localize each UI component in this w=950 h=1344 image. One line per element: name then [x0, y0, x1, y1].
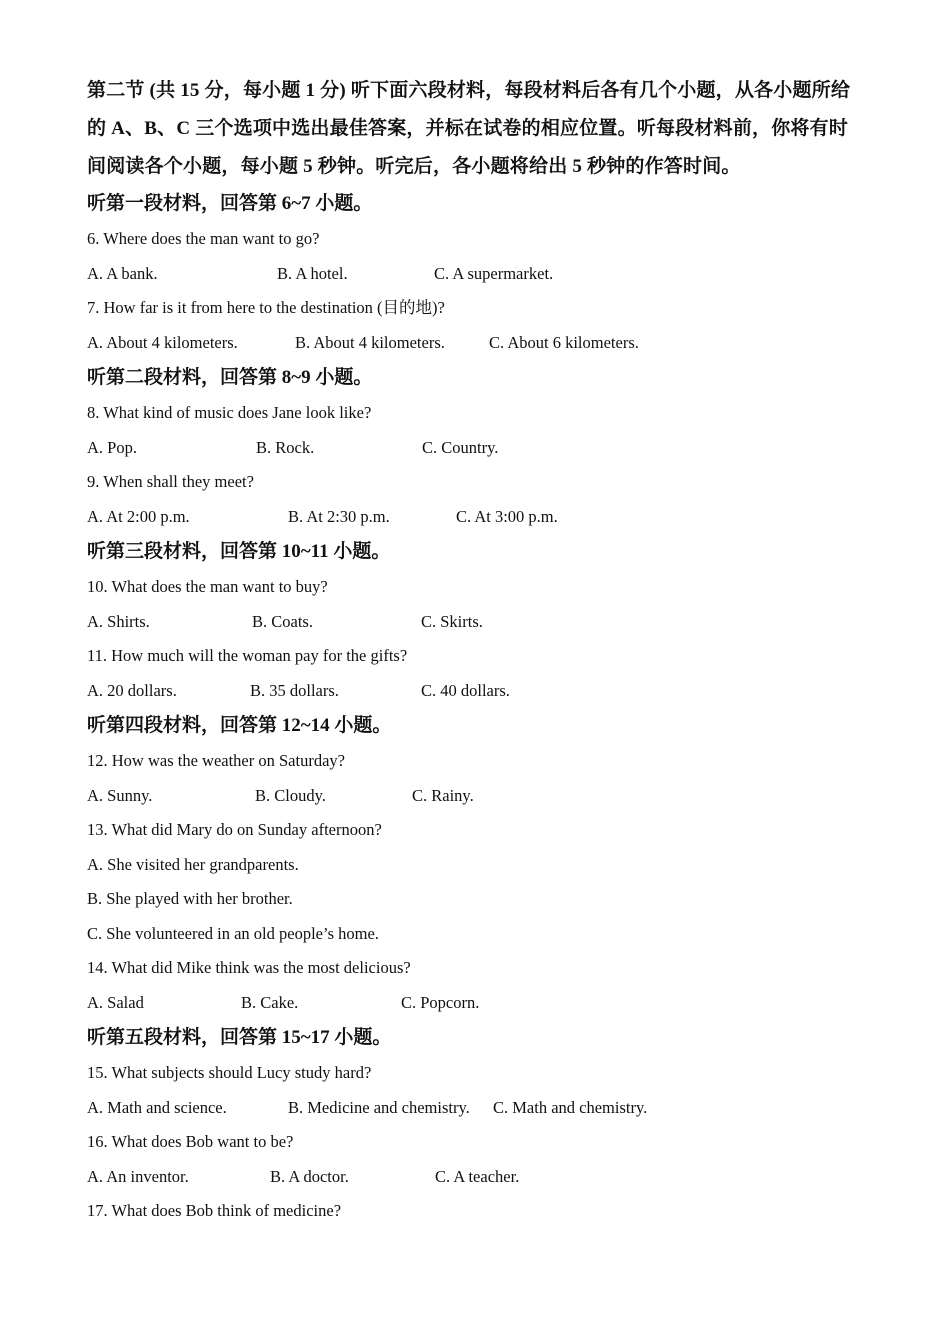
- option-a: A. An inventor.: [87, 1166, 189, 1186]
- option-a: A. About 4 kilometers.: [87, 332, 238, 352]
- options-6: [87, 257, 867, 292]
- option-c: C. 40 dollars.: [421, 680, 510, 700]
- section-heading-3: 听第三段材料，回答第 10~11 小题。: [87, 541, 391, 562]
- options-8: [87, 431, 867, 466]
- option-c: C. Rainy.: [412, 785, 474, 805]
- options-7: [87, 326, 867, 361]
- option-a: A. Sunny.: [87, 785, 153, 805]
- question-17: 17. What does Bob think of medicine?: [87, 1201, 342, 1220]
- options-15: [87, 1091, 867, 1126]
- option-line-c: C. She volunteered in an old people’s home.: [87, 923, 379, 943]
- options-10: [87, 605, 867, 640]
- question-16: 16. What does Bob want to be?: [87, 1132, 294, 1151]
- option-c: C. About 6 kilometers.: [489, 332, 639, 352]
- option-b: B. About 4 kilometers.: [295, 332, 445, 352]
- option-a: A. 20 dollars.: [87, 680, 177, 700]
- question-11: 11. How much will the woman pay for the gifts?: [87, 646, 408, 665]
- option-a: A. Shirts.: [87, 611, 150, 631]
- question-12: 12. How was the weather on Saturday?: [87, 751, 345, 770]
- option-b: B. Cake.: [241, 992, 299, 1012]
- option-c: C. At 3:00 p.m.: [456, 506, 558, 526]
- option-a: A. Pop.: [87, 437, 137, 457]
- section-heading-2: 听第二段材料，回答第 8~9 小题。: [87, 367, 373, 388]
- question-15: 15. What subjects should Lucy study hard?: [87, 1063, 372, 1082]
- option-a: A. Salad: [87, 992, 144, 1012]
- option-c: C. Country.: [422, 437, 499, 457]
- option-b: B. A doctor.: [270, 1166, 349, 1186]
- option-b: B. Coats.: [252, 611, 313, 631]
- question-14: 14. What did Mike think was the most delicious?: [87, 958, 411, 977]
- question-13: 13. What did Mary do on Sunday afternoon?: [87, 820, 382, 839]
- question-8: 8. What kind of music does Jane look like?: [87, 403, 372, 422]
- option-c: C. Math and chemistry.: [493, 1097, 648, 1117]
- section-heading-1: 听第一段材料，回答第 6~7 小题。: [87, 193, 373, 214]
- option-a: A. Math and science.: [87, 1097, 227, 1117]
- option-b: B. Cloudy.: [255, 785, 326, 805]
- option-b: B. At 2:30 p.m.: [288, 506, 390, 526]
- options-12: [87, 779, 867, 814]
- options-16: [87, 1160, 867, 1195]
- question-6: 6. Where does the man want to go?: [87, 229, 320, 248]
- options-9: [87, 500, 867, 535]
- option-a: A. A bank.: [87, 263, 158, 283]
- document-page: [87, 72, 867, 1229]
- option-b: B. Medicine and chemistry.: [288, 1097, 470, 1117]
- option-line-b: B. She played with her brother.: [87, 889, 293, 908]
- section-intro: 第二节 (共 15 分，每小题 1 分) 听下面六段材料，每段材料后各有几个小题，从各小题所给的 A、B、C 三个选项中选出最佳答案，并标在试卷的相应位置。听每段材料前，你将有时间阅读各个小题，每小题 5 秒钟。听完后，各小题将给出 5 秒钟的作答时间。: [87, 80, 851, 177]
- option-c: C. Skirts.: [421, 611, 483, 631]
- section-heading-5: 听第五段材料，回答第 15~17 小题。: [87, 1027, 392, 1048]
- option-line-a: A. She visited her grandparents.: [87, 854, 299, 874]
- option-c: C. A teacher.: [435, 1166, 520, 1186]
- section-heading-4: 听第四段材料，回答第 12~14 小题。: [87, 715, 392, 736]
- question-9: 9. When shall they meet?: [87, 472, 254, 491]
- options-11: [87, 674, 867, 709]
- option-b: B. A hotel.: [277, 263, 348, 283]
- question-10: 10. What does the man want to buy?: [87, 577, 328, 596]
- option-b: B. Rock.: [256, 437, 315, 457]
- option-c: C. A supermarket.: [434, 263, 554, 283]
- option-a: A. At 2:00 p.m.: [87, 506, 190, 526]
- option-b: B. 35 dollars.: [250, 680, 339, 700]
- question-7: 7. How far is it from here to the destination (目的地)?: [87, 298, 445, 317]
- option-c: C. Popcorn.: [401, 992, 480, 1012]
- options-14: [87, 986, 867, 1021]
